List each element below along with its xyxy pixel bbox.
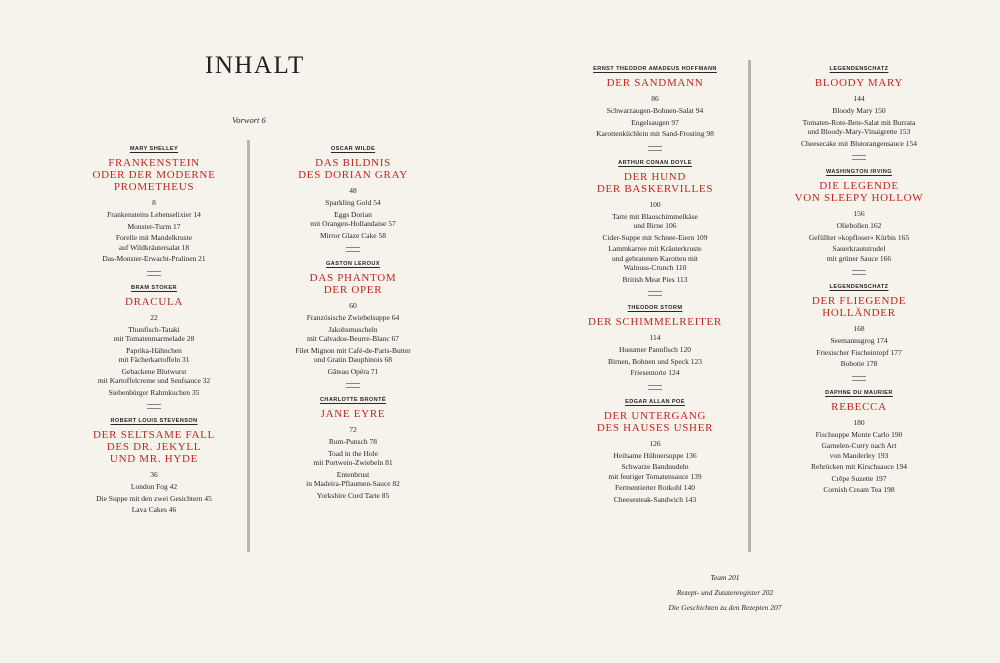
recipe-line: Seemannsgrog 174	[830, 336, 888, 345]
book-title-line: JANE EYRE	[320, 408, 386, 420]
recipe-entry[interactable]	[764, 462, 954, 472]
book-page-number: 48	[349, 186, 357, 195]
recipe-entry[interactable]	[572, 106, 738, 116]
author-name: EDGAR ALLAN POE	[625, 398, 685, 405]
recipe-line: Das-Monster-Erwacht-Pralinen 21	[102, 254, 206, 263]
book-title[interactable]	[572, 77, 738, 89]
author-name: MARY SHELLEY	[129, 146, 179, 152]
book-title-line: PROMETHEUS	[113, 181, 195, 193]
recipe-line: Lammkarree mit Kräuterkruste	[608, 244, 702, 253]
recipe-line: Oliebollen 162	[836, 221, 882, 230]
section-separator	[648, 385, 662, 390]
toc-column-3	[572, 66, 738, 504]
recipe-entry[interactable]	[764, 474, 954, 484]
toc-column-2	[258, 146, 448, 500]
recipe-line: Filet Mignon mit Café-de-Paris-Butter	[295, 345, 411, 355]
recipe-line: und Birne 106	[633, 221, 677, 230]
recipe-entry[interactable]	[258, 346, 448, 365]
recipe-entry[interactable]	[258, 470, 448, 489]
recipe-line: Friesischer Fischeintopf 177	[816, 347, 902, 357]
toc-section	[74, 418, 234, 515]
toc-section	[258, 397, 448, 500]
section-separator	[346, 383, 360, 388]
book-title[interactable]	[258, 408, 448, 420]
recipe-line: Jakobsmuscheln	[328, 324, 378, 334]
recipe-line: Monster-Turm 17	[127, 221, 181, 231]
book-title-line: DER BASKERVILLES	[596, 182, 714, 195]
recipe-line: mit Portwein-Zwiebeln 81	[313, 458, 393, 467]
author-name: LEGENDENSCHATZ	[829, 284, 889, 290]
section-separator	[852, 376, 866, 381]
book-title-line: DIE LEGENDE	[819, 180, 899, 192]
recipe-list	[764, 106, 954, 148]
recipe-list	[74, 210, 234, 264]
toc-section	[572, 399, 738, 505]
recipe-line: Fermentierter Rotkohl 140	[615, 483, 695, 492]
recipe-line: mit grüner Sauce 166	[826, 253, 892, 263]
recipe-entry[interactable]	[74, 325, 234, 344]
book-page-number: 156	[853, 209, 865, 218]
book-title[interactable]	[258, 272, 448, 296]
toc-column-4	[764, 66, 954, 495]
book-page-number: 100	[649, 199, 661, 209]
book-title-line: DER HUND	[623, 170, 687, 183]
recipe-entry[interactable]	[572, 483, 738, 493]
recipe-line: Fischsuppe Monte Carlo 190	[815, 429, 903, 439]
column-divider	[748, 60, 751, 552]
toc-section	[258, 261, 448, 388]
recipe-list	[258, 313, 448, 376]
column-divider	[247, 140, 250, 552]
author-name: WASHINGTON IRVING	[826, 169, 892, 175]
recipe-line: Gefüllter »kopfloser« Kürbis 165	[808, 232, 910, 242]
recipe-line: mit Tomatenmarmelade 28	[113, 334, 195, 343]
recipe-line: Walnuss-Crunch 110	[623, 263, 687, 272]
recipe-entry[interactable]	[258, 210, 448, 229]
book-title[interactable]	[258, 157, 448, 181]
recipe-list	[764, 430, 954, 495]
recipe-line: Forelle mit Mandelkruste	[115, 233, 193, 242]
recipe-entry[interactable]	[258, 231, 448, 241]
book-title[interactable]	[572, 410, 738, 434]
section-separator	[852, 155, 866, 160]
recipe-list	[572, 106, 738, 139]
recipe-entry[interactable]	[572, 495, 738, 505]
appendix-register[interactable]: Rezept- und Zutatenregister 202	[676, 588, 774, 597]
recipe-entry[interactable]	[572, 244, 738, 273]
book-page-number: 168	[853, 324, 865, 333]
recipe-entry[interactable]	[764, 244, 954, 263]
author-name: ERNST THEODOR AMADEUS HOFFMANN	[593, 66, 717, 72]
book-title[interactable]	[74, 296, 234, 308]
author-name: CHARLOTTE BRONTË	[319, 397, 387, 403]
recipe-entry[interactable]	[258, 491, 448, 501]
recipe-line: und gebratenen Karotten mit	[611, 253, 698, 263]
recipe-entry[interactable]	[764, 348, 954, 358]
appendix-stories[interactable]: Die Geschichten zu den Rezepten 207	[668, 603, 782, 612]
recipe-line: Paprika-Hähnchen	[126, 345, 182, 355]
recipe-list	[74, 325, 234, 398]
book-page-number: 60	[349, 301, 357, 310]
recipe-entry[interactable]	[74, 210, 234, 220]
book-title-line: UND MR. HYDE	[109, 453, 199, 465]
recipe-line: Thunfisch-Tataki	[128, 324, 180, 334]
recipe-line: mit Calvados-Beurre-Blanc 67	[306, 334, 400, 343]
recipe-list	[572, 451, 738, 505]
recipe-line: und Bloody-Mary-Vinaigrette 153	[807, 127, 911, 136]
recipe-entry[interactable]	[258, 449, 448, 468]
recipe-line: London Fog 42	[130, 482, 178, 491]
recipe-line: Birnen, Bohnen und Speck 123	[608, 356, 702, 366]
recipe-list	[258, 198, 448, 240]
recipe-entry[interactable]	[74, 388, 234, 398]
recipe-entry[interactable]	[572, 357, 738, 367]
book-title-line: DAS BILDNIS	[315, 157, 391, 169]
book-page-number: 36	[150, 470, 158, 479]
recipe-line: von Manderley 193	[829, 450, 889, 460]
recipe-list	[764, 336, 954, 369]
recipe-entry[interactable]	[764, 233, 954, 243]
book-title[interactable]	[764, 295, 954, 319]
recipe-entry[interactable]	[764, 441, 954, 460]
toc-appendix	[660, 570, 790, 615]
book-title-line: DRACULA	[124, 295, 184, 308]
recipe-line: in Madeira-Pflaumen-Sauce 82	[306, 479, 400, 488]
recipe-line: Rehrücken mit Kirschsauce 194	[810, 462, 907, 471]
recipe-entry[interactable]	[572, 129, 738, 139]
recipe-entry[interactable]	[764, 118, 954, 137]
recipe-list	[74, 482, 234, 515]
toc-section	[572, 160, 738, 297]
recipe-entry[interactable]	[74, 222, 234, 232]
author-name: OSCAR WILDE	[330, 146, 376, 152]
recipe-line: Bloody Mary 150	[832, 106, 886, 115]
book-title-line: ODER DER MODERNE	[92, 169, 216, 181]
recipe-entry[interactable]	[764, 430, 954, 440]
book-title[interactable]	[572, 316, 738, 328]
recipe-entry[interactable]	[74, 367, 234, 386]
recipe-entry[interactable]	[764, 221, 954, 231]
book-page-number: 72	[349, 425, 357, 434]
vorwort-entry[interactable]: Vorwort 6	[232, 115, 266, 125]
recipe-line: mit feuriger Tomatensauce 139	[608, 471, 702, 481]
recipe-list	[764, 221, 954, 263]
recipe-entry[interactable]	[258, 367, 448, 377]
recipe-line: Französische Zwiebelsuppe 64	[306, 313, 400, 322]
book-title-line: DER SCHIMMELREITER	[588, 316, 722, 328]
book-title[interactable]	[764, 180, 954, 204]
toc-section	[74, 146, 234, 276]
recipe-line: Karottenküchlein mit Sand-Frosting 98	[596, 129, 714, 138]
book-title[interactable]	[764, 401, 954, 413]
recipe-line: Toad in the Hole	[327, 448, 379, 458]
book-title-line: REBECCA	[831, 400, 887, 413]
recipe-line: Die Suppe mit den zwei Gesichtern 45	[96, 493, 212, 503]
book-title-line: BLOODY MARY	[814, 77, 904, 89]
recipe-line: Tarte mit Blauschimmelkäse	[612, 211, 698, 221]
recipe-line: Gebackene Blutwurst	[121, 366, 187, 376]
recipe-entry[interactable]	[258, 325, 448, 344]
recipe-line: Cider-Suppe mit Schnee-Eiern 109	[602, 232, 708, 242]
toc-section	[764, 169, 954, 275]
recipe-line: Frankensteins Lebenselixier 14	[107, 210, 201, 219]
author-name: THEODOR STORM	[627, 305, 683, 311]
recipe-line: Sparkling Gold 54	[325, 198, 381, 207]
recipe-entry[interactable]	[258, 313, 448, 323]
recipe-line: mit Fächerkartoffeln 31	[118, 355, 190, 364]
section-separator	[346, 247, 360, 252]
recipe-entry[interactable]	[764, 139, 954, 149]
book-page-number: 86	[651, 94, 659, 103]
toc-section	[764, 284, 954, 381]
book-title-line: HOLLÄNDER	[822, 307, 896, 319]
recipe-entry[interactable]	[74, 254, 234, 264]
recipe-line: Cheesecake mit Blutorangensauce 154	[800, 138, 917, 148]
recipe-entry[interactable]	[764, 359, 954, 369]
recipe-line: Schwarze Bandnudeln	[621, 462, 689, 471]
recipe-line: Crêpe Suzette 197	[831, 473, 887, 483]
recipe-entry[interactable]	[764, 485, 954, 495]
recipe-line: Eggs Dorian	[334, 209, 372, 219]
recipe-entry[interactable]	[74, 482, 234, 492]
recipe-entry[interactable]	[572, 462, 738, 481]
recipe-line: Rum-Punsch 78	[328, 437, 378, 446]
toc-section	[572, 66, 738, 151]
recipe-line: Engelsaugen 97	[631, 117, 679, 127]
author-name: LEGENDENSCHATZ	[829, 66, 889, 72]
recipe-line: Schwarzaugen-Bohnen-Salat 94	[606, 106, 704, 115]
recipe-entry[interactable]	[572, 345, 738, 355]
recipe-entry[interactable]	[572, 451, 738, 461]
toc-section	[764, 390, 954, 495]
recipe-line: Friesentorte 124	[630, 368, 680, 377]
section-separator	[147, 404, 161, 409]
recipe-entry[interactable]	[572, 118, 738, 128]
recipe-entry[interactable]	[258, 198, 448, 208]
page-title: INHALT	[205, 52, 305, 79]
recipe-line: Cornish Cream Tea 198	[823, 485, 895, 494]
book-title-line: DER SELTSAME FALL	[93, 429, 215, 441]
author-name: GASTON LEROUX	[326, 261, 380, 267]
recipe-line: Husumer Pannfisch 120	[618, 345, 692, 354]
book-page-number: 144	[853, 94, 865, 103]
toc-section	[764, 66, 954, 160]
recipe-entry[interactable]	[764, 336, 954, 346]
toc-section	[258, 146, 448, 252]
recipe-line: Gâteau Opéra 71	[327, 366, 379, 376]
recipe-line: Heilsame Hühnersuppe 136	[613, 450, 697, 460]
section-separator	[648, 291, 662, 296]
book-title[interactable]	[572, 171, 738, 195]
recipe-line: Bobotie 178	[840, 359, 878, 368]
book-title-line: DAS PHANTOM	[309, 272, 397, 284]
section-separator	[648, 146, 662, 151]
book-title[interactable]	[764, 77, 954, 89]
book-title-line: DER OPER	[323, 284, 383, 296]
recipe-entry[interactable]	[74, 494, 234, 504]
book-title-line: FRANKENSTEIN	[108, 157, 200, 169]
book-page-number: 22	[150, 312, 158, 322]
recipe-line: Lava Cakes 46	[131, 505, 177, 514]
section-separator	[852, 270, 866, 275]
book-title[interactable]	[74, 157, 234, 193]
recipe-line: Tomaten-Rote-Bete-Salat mit Burrata	[802, 117, 916, 127]
recipe-line: Siebenbürger Rahmkuchen 35	[108, 387, 200, 397]
author-name: DAPHNE DU MAURIER	[825, 389, 893, 396]
recipe-entry[interactable]	[258, 437, 448, 447]
book-title-line: DER SANDMANN	[606, 77, 704, 89]
toc-section	[572, 305, 738, 390]
toc-section	[74, 285, 234, 410]
recipe-line: mit Orangen-Hollandaise 57	[310, 219, 396, 228]
recipe-entry[interactable]	[572, 368, 738, 378]
author-name: ARTHUR CONAN DOYLE	[618, 159, 692, 166]
recipe-line: Mirror Glaze Cake 58	[319, 230, 387, 240]
book-page-number: 114	[649, 333, 661, 342]
recipe-line: Garnelen-Curry nach Art	[821, 441, 897, 450]
recipe-entry[interactable]	[74, 233, 234, 252]
toc-column-1	[74, 146, 234, 515]
book-title-line: VON SLEEPY HOLLOW	[794, 192, 924, 204]
recipe-entry[interactable]	[74, 505, 234, 515]
appendix-team[interactable]: Team 201	[710, 573, 740, 582]
recipe-line: auf Wildkräutersalat 18	[118, 242, 190, 252]
book-page-number: 180	[853, 417, 865, 427]
book-title-line: DER FLIEGENDE	[811, 295, 907, 307]
recipe-list	[258, 437, 448, 500]
recipe-entry[interactable]	[572, 233, 738, 243]
recipe-list	[572, 212, 738, 285]
author-name: BRAM STOKER	[131, 284, 177, 291]
recipe-list	[572, 345, 738, 378]
recipe-entry[interactable]	[572, 275, 738, 285]
recipe-line: Entenbrust	[336, 469, 370, 479]
book-page-number: 126	[649, 438, 661, 448]
recipe-line: und Gratin Dauphinois 68	[313, 355, 393, 364]
section-separator	[147, 271, 161, 276]
recipe-entry[interactable]	[572, 212, 738, 231]
recipe-line: Cheesesteak-Sandwich 143	[613, 494, 697, 504]
recipe-entry[interactable]	[74, 346, 234, 365]
recipe-line: Yorkshire Curd Tarte 85	[316, 490, 390, 500]
book-title-line: DER UNTERGANG	[603, 409, 707, 422]
author-name: ROBERT LOUIS STEVENSON	[110, 418, 198, 424]
recipe-entry[interactable]	[764, 106, 954, 116]
book-page-number: 8	[152, 198, 156, 207]
recipe-line: British Meat Pies 113	[622, 274, 688, 284]
book-title-line: DES DORIAN GRAY	[298, 169, 408, 181]
recipe-line: Sauerkrautstrudel	[832, 244, 886, 253]
book-title[interactable]	[74, 429, 234, 465]
book-title-line: DES DR. JEKYLL	[106, 441, 202, 453]
book-title-line: DES HAUSES USHER	[596, 421, 714, 434]
recipe-line: mit Kartoffelcreme und Senfsauce 32	[97, 376, 211, 385]
